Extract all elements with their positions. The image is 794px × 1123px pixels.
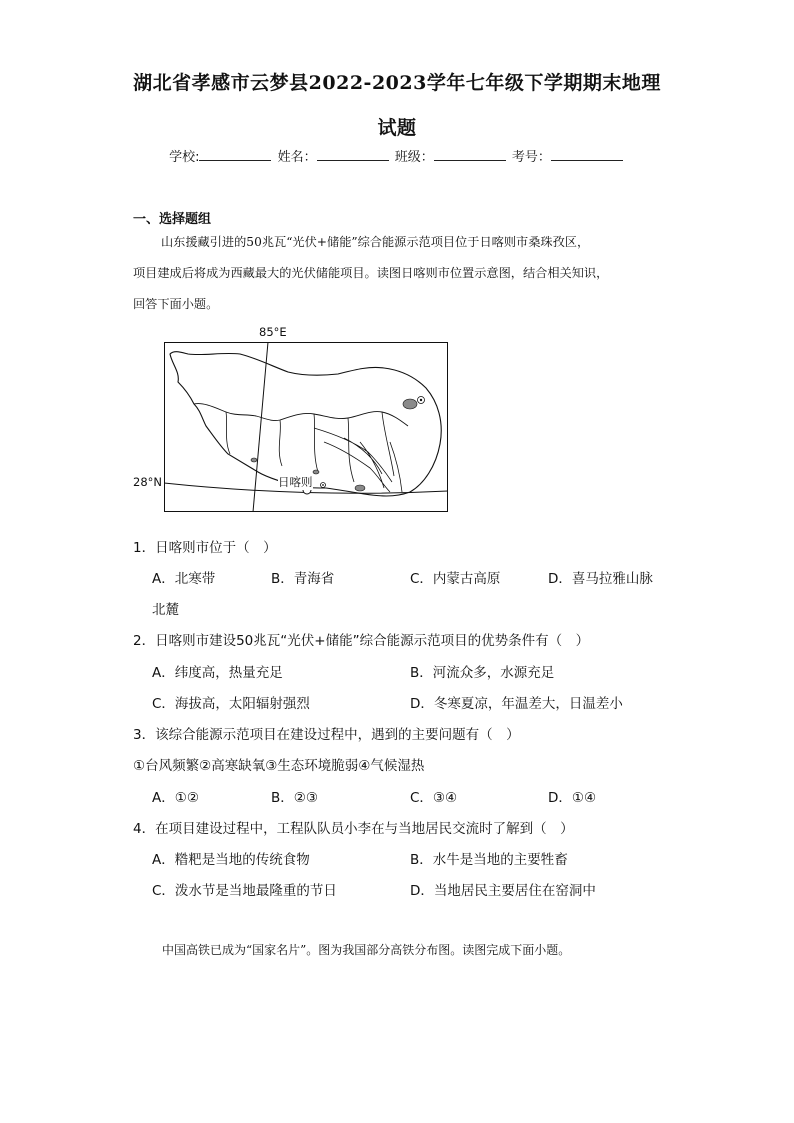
school-label: 学校: — [169, 150, 200, 165]
latitude-label: 28°N — [133, 475, 162, 489]
question-4-stem: 4．在项目建设过程中，工程队队员小李在与当地居民交流时了解到（ ） — [133, 821, 574, 837]
question-3-option-a[interactable]: A．①② — [152, 790, 199, 806]
longitude-label: 85°E — [259, 325, 287, 339]
section-heading: 一、选择题组 — [133, 212, 212, 227]
question-3-option-b[interactable]: B．②③ — [271, 790, 318, 806]
question-1-option-b[interactable]: B．青海省 — [271, 571, 335, 587]
city-marker-icon — [322, 484, 324, 486]
question-2-option-d[interactable]: D．冬寒夏凉，年温差大，日温差小 — [410, 696, 623, 712]
exam-no-blank — [551, 148, 623, 161]
lake-icon — [403, 399, 417, 409]
lake-icon — [313, 470, 319, 474]
name-label: 姓名： — [277, 150, 317, 165]
rikaze-label: 日喀则 — [278, 475, 313, 489]
intro-line-2: 项目建成后将成为西藏最大的光伏储能项目。读图日喀则市位置示意图，结合相关知识， — [133, 266, 609, 280]
intro-line-1: 山东援藏引进的50兆瓦“光伏+储能”综合能源示范项目位于日喀则市桑珠孜区， — [161, 235, 590, 249]
page-title-line1: 湖北省孝感市云梦县2022-2023学年七年级下学期期末地理 — [133, 72, 661, 94]
question-2-option-a[interactable]: A．纬度高，热量充足 — [152, 665, 283, 681]
school-blank — [199, 148, 271, 161]
exam-no-label: 考号： — [511, 150, 551, 165]
question-1-stem: 1．日喀则市位于（ ） — [133, 540, 277, 556]
question-2-stem: 2．日喀则市建设50兆瓦“光伏+储能”综合能源示范项目的优势条件有（ ） — [133, 633, 590, 649]
question-4-option-b[interactable]: B．水牛是当地的主要牲畜 — [410, 852, 568, 868]
question-3-stem: 3．该综合能源示范项目在建设过程中，遇到的主要问题有（ ） — [133, 727, 520, 743]
question-3-option-d[interactable]: D．①④ — [548, 790, 597, 806]
question-3-option-c[interactable]: C．③④ — [410, 790, 458, 806]
question-1-option-d-cont: 北麓 — [152, 602, 179, 618]
name-blank — [317, 148, 389, 161]
question-1-option-a[interactable]: A．北寒带 — [152, 571, 216, 587]
question-4-option-d[interactable]: D．当地居民主要居住在窑洞中 — [410, 883, 596, 899]
intro-line-3: 回答下面小题。 — [133, 297, 219, 311]
question-1-option-d[interactable]: D．喜马拉雅山脉 — [548, 571, 653, 587]
class-label: 班级： — [394, 150, 434, 165]
question-3-statements: ①台风频繁②高寒缺氧③生态环境脆弱④气候湿热 — [133, 758, 425, 774]
next-group-intro: 中国高铁已成为“国家名片”。图为我国部分高铁分布图。读图完成下面小题。 — [162, 943, 571, 957]
question-4-option-a[interactable]: A．糌粑是当地的传统食物 — [152, 852, 310, 868]
section-intro — [133, 227, 678, 320]
city-marker-icon — [420, 399, 422, 401]
question-2-option-c[interactable]: C．海拔高，太阳辐射强烈 — [152, 696, 310, 712]
page-title-line2: 试题 — [377, 117, 417, 139]
lake-icon — [355, 485, 365, 491]
question-4-option-c[interactable]: C．泼水节是当地最隆重的节日 — [152, 883, 337, 899]
question-1-option-c[interactable]: C．内蒙古高原 — [410, 571, 501, 587]
class-blank — [434, 148, 506, 161]
question-2-option-b[interactable]: B．河流众多，水源充足 — [410, 665, 555, 681]
lake-icon — [251, 458, 257, 462]
student-info-line — [0, 146, 794, 165]
